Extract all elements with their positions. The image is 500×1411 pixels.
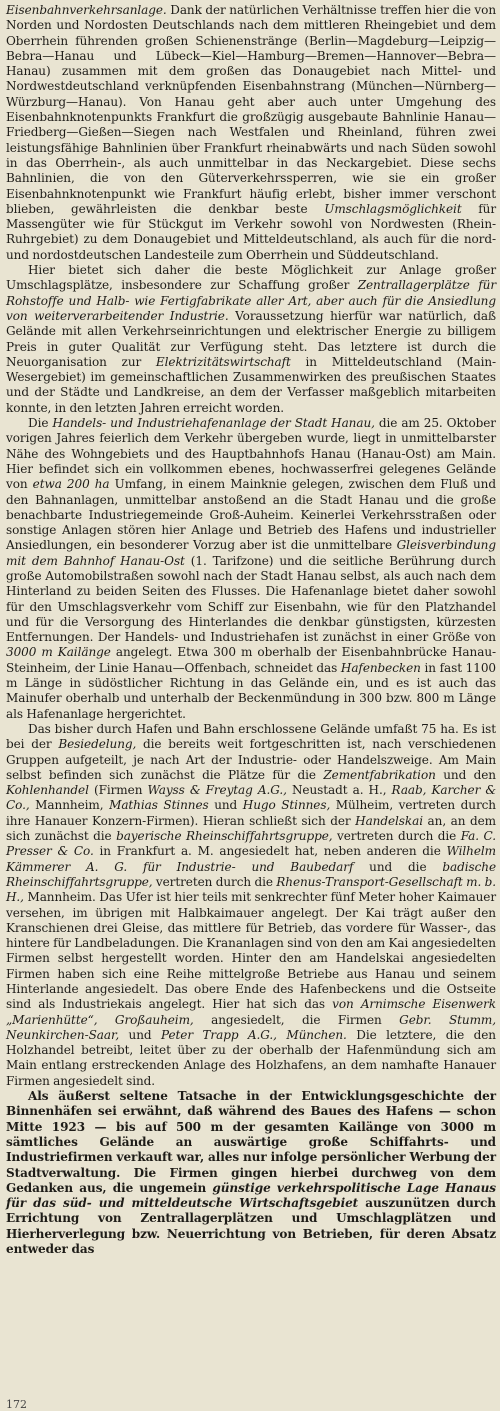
emphasized-text: 3000 m Kailänge	[6, 645, 111, 660]
text-run: vertreten durch die	[152, 874, 277, 889]
text-run: (1. Tarifzone) und die seitliche Berührung durch große Automobilstraßen sowohl nach der Stadt Hanau selbst, als auch nach dem Hinterland zu beiden Seiten des Flusses. Die Hafenanlage bietet daher sowohl für den Umschlagsverkehr vom Schiff zur Eisenbahn, wie für den Platzhandel und für die Versorgung des Hinterlandes die denkbar günstigsten, kürzesten Entfernungen. Der Handels- und Industriehafen ist zunächst in einer Größe von	[6, 553, 496, 645]
emphasized-text: Zementfabrikation	[323, 767, 436, 782]
text-run: und den	[435, 767, 496, 782]
text-run: angelegt. Etwa 300 m oberhalb der Eisenbahnbrücke Hanau-Steinheim, der Linie Hanau—Offenbach, schneidet das	[6, 645, 496, 675]
paragraph-entwicklungsgeschichte	[6, 1089, 496, 1257]
text-run: Das bisher durch Hafen und Bahn erschlossene Gelände umfaßt 75 ha. Es ist bei der	[6, 721, 496, 752]
emphasized-text: Gleisverbindung mit dem Bahnhof Hanau-Ost	[6, 538, 496, 568]
text-run: auszunützen durch Errichtung von Zentrallagerplätzen und Umschlagplätzen und Hierherverlegung bzw. Neuerrichtung von Betrieben, für deren Absatz entweder das	[6, 1196, 496, 1257]
emphasized-text: etwa 200 ha	[32, 477, 110, 492]
text-run: Umfang, in einem Mainknie gelegen, zwischen dem Fluß und den Bahnanlagen, unmittelbar anstoßend an die Stadt Hanau und die große benachbarte Industriegemeinde Groß-Auheim. Keinerlei Verkehrsstraßen oder sonstige Anlagen stören hier Anlage und Betrieb des Hafens und industrieller Ansiedlungen, ein besonderer Vorzug aber ist die unmittelbare	[6, 477, 496, 553]
text-run: in fast 1100 m Länge in südöstlicher Richtung in das Gelände ein, und es ist auch das Mainufer oberhalb und unterhalb der Beckenmündung in 300 bzw. 800 m Länge als Hafenanlage hergerichtet.	[6, 660, 496, 721]
text-run: Neustadt a. H.,	[286, 783, 392, 798]
emphasized-text: Elektrizitätswirtschaft	[155, 354, 291, 369]
text-run: vertreten durch die	[332, 829, 461, 844]
text-run: die am 25. Oktober vorigen Jahres feierlich dem Verkehr übergeben wurde, liegt in unmittelbarster Nähe des Wohngebiets und des Hauptbahnhofs Hanau (Hanau-Ost) am Main. Hier befindet sich ein vollkommen ebenes, hochwasserfrei gelegenes Gelände von	[6, 416, 496, 492]
text-run: in Mitteldeutschland (Main-Wesergebiet) im gemeinschaftlichen Zusammenwirken des preußischen Staates und der Städte und Landkreise, an dem der Verfasser maßgeblich mitarbeiten konnte, in den letzten Jahren erreicht worden.	[6, 354, 497, 415]
emphasized-text: Raab, Karcher & Co.,	[6, 783, 496, 813]
paragraph-besiedelung	[6, 722, 496, 1089]
emphasized-text: Handels- und Industriehafenanlage der Stadt Hanau,	[52, 416, 375, 431]
emphasized-text: badische Rheinschiffahrtsgruppe,	[6, 859, 496, 889]
emphasized-text: Gebr. Stumm, Neunkirchen-Saar,	[6, 1012, 497, 1042]
text-run: an, an dem sich zunächst die	[6, 813, 497, 844]
emphasized-text: von Arnimsche Eisenwerk „Marienhütte“, Großauheim,	[6, 997, 497, 1027]
text-run: und	[119, 1027, 161, 1042]
text-run: Mannheim. Das Ufer ist hier teils mit senkrechter fünf Meter hoher Kaimauer versehen, im übrigen mit Halbkaimauer angelegt. Der Kai trägt außer den Kranschienen drei Gleise, das mittlere für Betrieb, das vordere für Wasser-, das hintere für Landbeladungen. Die Krananlagen sind von den am Kai angesiedelten Firmen selbst hergestellt worden. Hinter den am Handelskai angesiedelten Firmen haben sich eine Reihe mittelgroße Betriebe aus Hanau und seinem Hinterlande angesiedelt. Das obere Ende des Hafenbeckens und die Ostseite sind als Industriekais angelegt. Hier hat sich das	[6, 890, 496, 1012]
text-run: Die letztere, die den Holzhandel betreibt, leitet über zu der oberhalb der Hafenmündung sich am Main entlang erstreckenden Anlage des Holzhafens, an dem namhafte Hanauer Firmen angesiedelt sind.	[6, 1027, 496, 1088]
emphasized-text: Zentrallagerplätze für Rohstoffe und Halb- wie Fertigfabrikate aller Art, aber auch für die Ansiedlung von weiterverarbeitender Industrie.	[6, 278, 496, 323]
text-run: angesiedelt, die Firmen	[193, 1012, 400, 1027]
emphasized-text: bayerische Rheinschiffahrtsgruppe,	[116, 829, 333, 844]
text-run: Mannheim,	[29, 798, 110, 813]
text-run: für Massengüter wie für Stückgut im Verkehr sowohl von Nordwesten (Rhein-Ruhrgebiet) zu dem Donaugebiet und Mitteldeutschland, als auch für die nord- und nordostdeutschen Landesteile zum Oberrhein und Süddeutschland.	[6, 201, 496, 262]
text-run: Mülheim, vertreten durch ihre Hanauer Konzern-Firmen). Hieran schließt sich der	[6, 798, 496, 828]
emphasized-text: Rhenus-Transport-Gesellschaft m. b. H.,	[6, 874, 496, 905]
text-run: und	[208, 798, 243, 813]
text-run: in Frankfurt a. M. angesiedelt hat, neben anderen die	[93, 844, 447, 859]
emphasized-text: Eisenbahnverkehrsanlage.	[6, 3, 167, 17]
text-run: und die	[353, 859, 443, 874]
emphasized-text: günstige verkehrspolitische Lage Hanaus für das süd- und mitteldeutsche Wirtschaftsgebiet	[6, 1180, 496, 1211]
emphasized-text: Hafenbecken	[340, 660, 421, 675]
emphasized-text: Mathias Stinnes	[109, 798, 209, 813]
emphasized-text: Fa. C. Presser & Co.	[6, 829, 496, 859]
paragraph-umschlagsplaetze	[6, 263, 496, 416]
text-run: Hier bietet sich daher die beste Möglichkeit zur Anlage großer Umschlagsplätze, insbesondere zur Schaffung großer	[6, 263, 496, 293]
emphasized-text: Umschlagsmöglichkeit	[324, 201, 462, 216]
emphasized-text: Wayss & Freytag A.G.,	[147, 783, 287, 798]
paragraph-hafenanlage-hanau	[6, 416, 496, 722]
emphasized-text: Handelskai	[355, 813, 423, 828]
emphasized-text: Peter Trapp A.G., München.	[161, 1027, 347, 1042]
text-run: Voraussetzung hierfür war natürlich, daß Gelände mit allen Verkehrseinrichtungen und elektrischer Energie zu billigem Preis in guter Qualität zur Verfügung steht. Das letztere ist durch die Neuorganisation zur	[6, 308, 496, 369]
emphasized-text: Wilhelm Kämmerer A. G. für Industrie- und Baubedarf	[6, 844, 496, 874]
text-run: Dank der natürlichen Verhältnisse treffen hier die von Norden und Nordosten Deutschlands nach dem mittleren Rheingebiet und dem Oberrhein führenden großen Schienenstränge (Berlin—Magdeburg—Leipzig—Bebra—Hanau und Lübeck—Kiel—Hamburg—Bremen—Hannover—Bebra—Hanau) zusammen mit dem großen das Donaugebiet nach Mittel- und Nordwestdeutschland verknüpfenden Eisenbahnstrang (München—Nürnberg—Würzburg—Hanau). Von Hanau geht aber auch unter Umgehung des Eisenbahnknotenpunkts Frankfurt die großzügig ausgebaute Bahnlinie Hanau—Friedberg—Gießen—Siegen nach Westfalen und Rheinland, führen zwei leistungsfähige Bahnlinien über Frankfurt rheinabwärts und nach Süden sowohl in das Oberrhein-, als auch unmittelbar in das Neckargebiet. Diese sechs Bahnlinien, die von den Güterverkehrssperren, wie sie ein großer Eisenbahnknotenpunkt wie Frankfurt häufig erlebt, bisher immer verschont blieben, gewährleisten die denkbar beste	[6, 3, 496, 216]
emphasized-text: Hugo Stinnes,	[242, 798, 331, 813]
text-run: Als äußerst seltene Tatsache in der Entwicklungsgeschichte der Binnenhäfen sei erwähnt, daß während des Baues des Hafens — schon Mitte 1923 — bis auf 500 m der gesamten Kailänge von 3000 m sämtliches Gelände an auswärtige große Schiffahrts- und Industriefirmen verkauft war, alles nur infolge persönlicher Werbung der Stadtverwaltung. Die Firmen gingen hierbei durchweg von dem Gedanken aus, die ungemein	[6, 1089, 496, 1195]
emphasized-text: Besiedelung,	[58, 737, 137, 752]
page-number: 172	[6, 1398, 27, 1411]
text-run: Die	[28, 416, 53, 431]
text-run: (Firmen	[88, 783, 148, 798]
emphasized-text: Kohlenhandel	[6, 783, 89, 798]
paragraph-eisenbahnverkehrsanlage	[6, 3, 496, 263]
text-run: die bereits weit fortgeschritten ist, nach verschiedenen Gruppen aufgeteilt, je nach Art der Industrie- oder Handelszweige. Am Main selbst befinden sich zunächst die Plätze für die	[6, 737, 496, 782]
